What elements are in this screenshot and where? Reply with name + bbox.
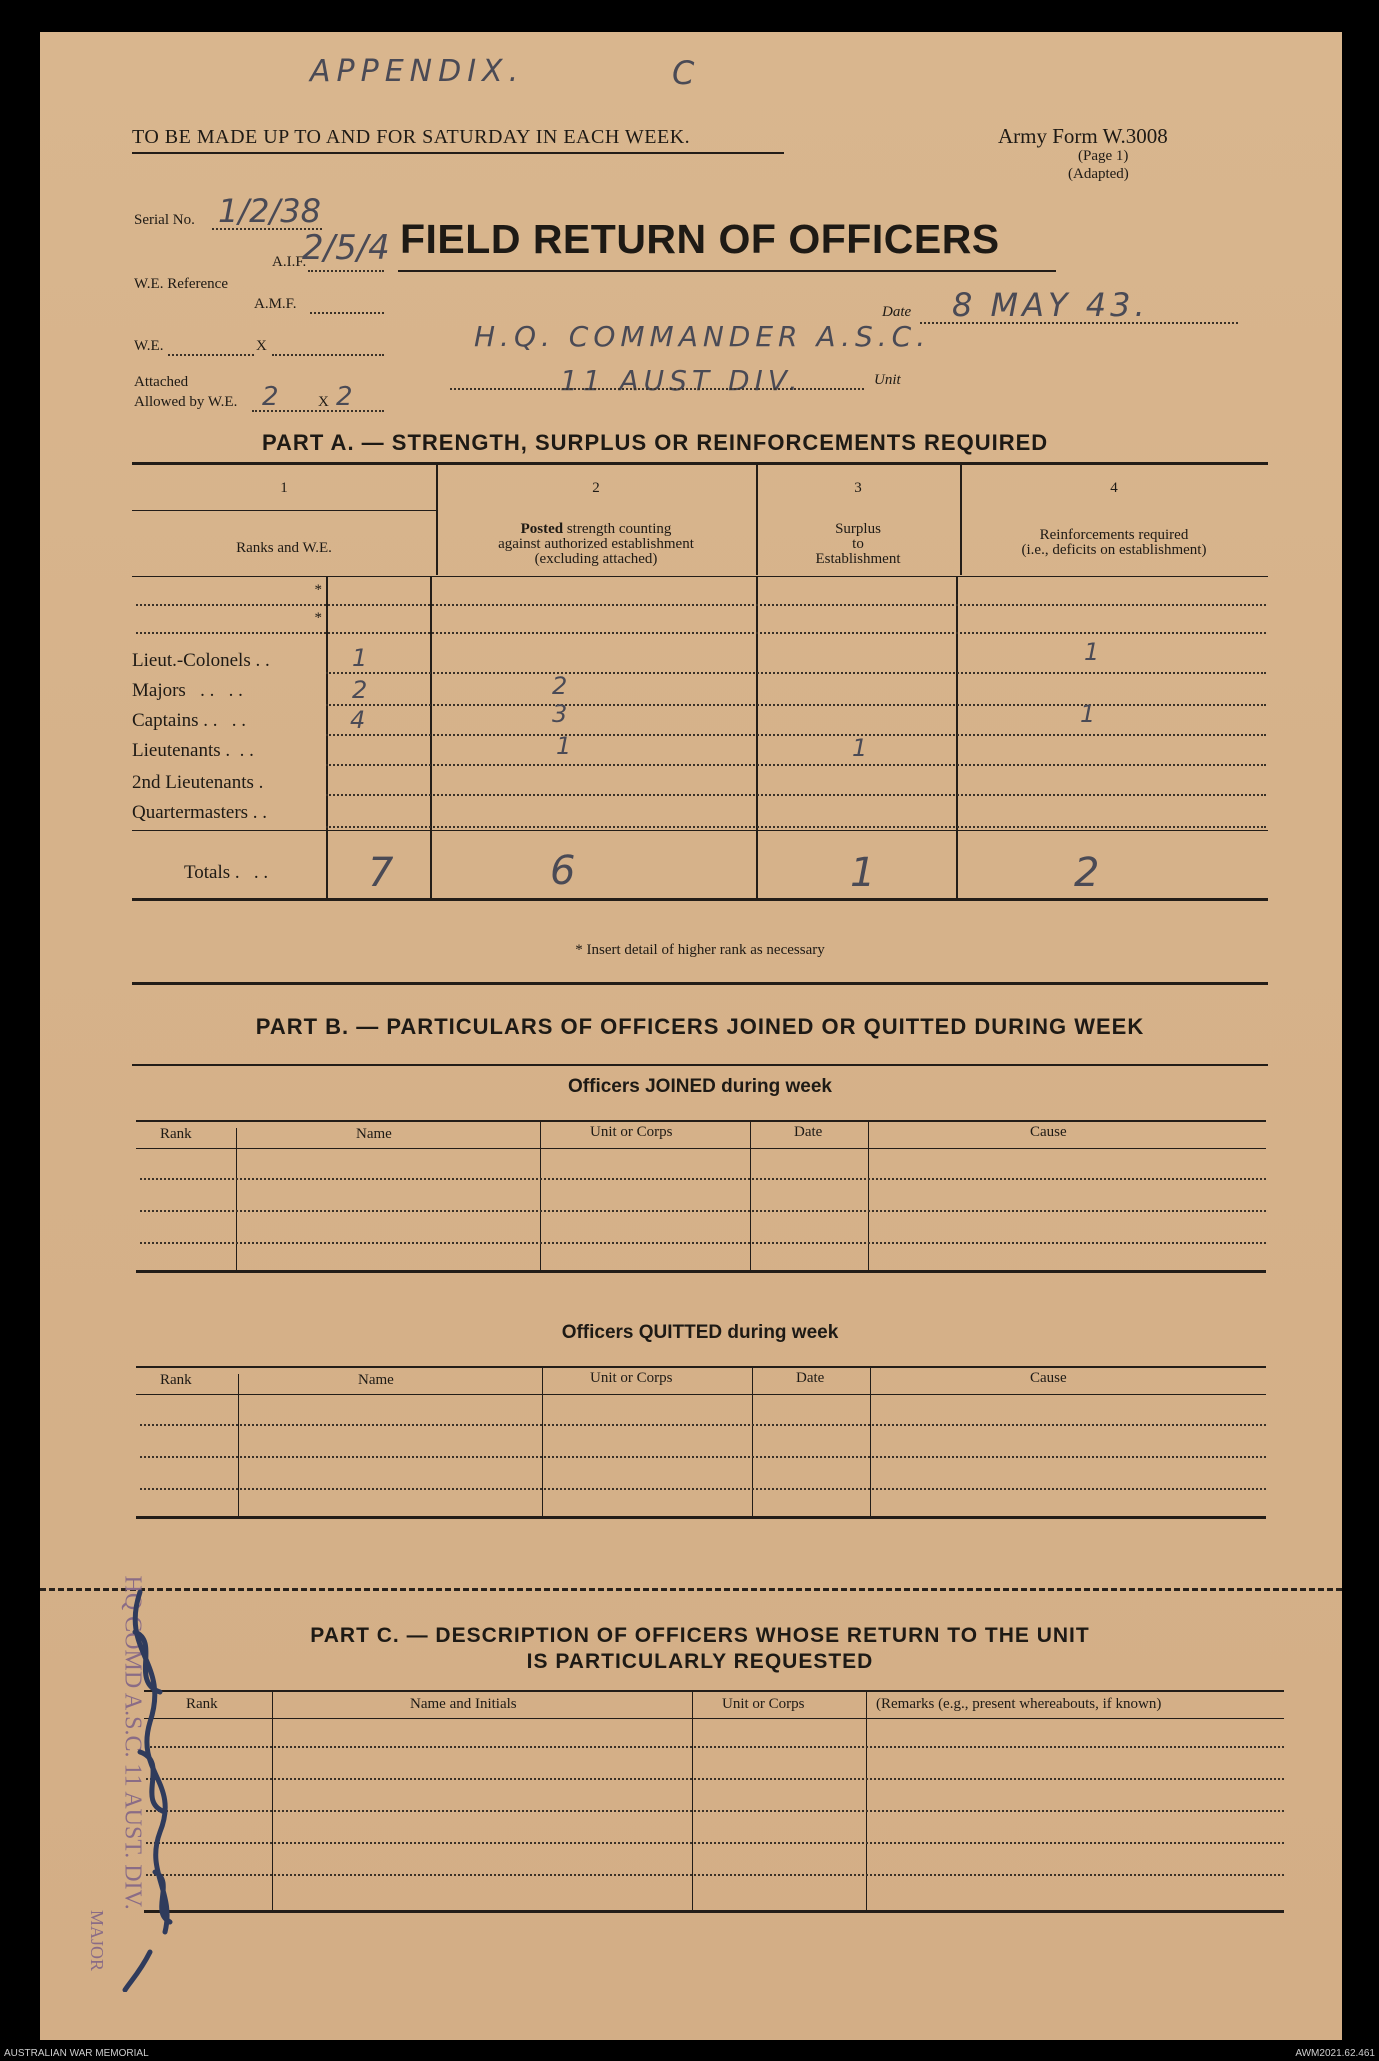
quitted-divider-1 [238, 1374, 239, 1518]
part-c-divider-2 [692, 1692, 693, 1912]
part-a-body-divider-1 [326, 577, 328, 899]
joined-title: Officers JOINED during week [568, 1076, 832, 1097]
form-id: Army Form W.3008 [998, 124, 1168, 148]
part-b-title: PART B. — PARTICULARS OF OFFICERS JOINED OR QUITTED DURING WEEK [255, 1014, 1145, 1039]
part-a-row-line [326, 794, 1266, 796]
form-adapted: (Adapted) [1068, 166, 1129, 182]
handwritten-appendix: APPENDIX. [310, 54, 525, 89]
part-c-row-line [146, 1810, 1284, 1812]
joined-col-name: Name [356, 1126, 392, 1142]
form-sheet [40, 32, 1342, 2040]
part-a-row-posted: 2 [552, 672, 568, 700]
part-c-row-line [146, 1842, 1284, 1844]
joined-bottom-rule [136, 1270, 1266, 1273]
unit-line1: H.Q. COMMANDER A.S.C. [474, 320, 931, 353]
part-a-row-we: 2 [352, 676, 368, 704]
quitted-title: Officers QUITTED during week [561, 1322, 839, 1343]
col4-header-line2: (i.e., deficits on establishment) [1021, 542, 1207, 558]
part-c-title-line1: PART C. — DESCRIPTION OF OFFICERS WHOSE RETURN TO THE UNIT [310, 1624, 1090, 1647]
part-a-row-rank: Lieut.-Colonels . . [132, 650, 270, 671]
totals-label: Totals . . . [184, 862, 269, 883]
joined-col-date: Date [794, 1124, 823, 1140]
signature-scribble [80, 1572, 200, 1992]
date-value: 8 MAY 43. [952, 286, 1149, 324]
col4-header [960, 528, 1268, 558]
part-a-row-reinf: 1 [1080, 700, 1096, 728]
part-c-title-line2: IS PARTICULARLY REQUESTED [526, 1650, 874, 1673]
handwritten-letter: C [672, 54, 701, 92]
we-reference-label: W.E. Reference [134, 276, 228, 292]
col2-number: 2 [592, 480, 600, 496]
part-a-row-rank: 2nd Lieutenants . [132, 772, 264, 793]
col2-header-rest: strength counting [563, 521, 672, 537]
x-label: X [256, 338, 267, 354]
quitted-header-rule [136, 1394, 1266, 1395]
perforation-line [40, 1588, 1342, 1591]
aif-line [308, 270, 384, 272]
amf-label: A.M.F. [254, 296, 297, 312]
part-a-totals-rule [132, 830, 1268, 831]
part-c-col-remarks: (Remarks (e.g., present whereabouts, if known) [876, 1696, 1162, 1712]
part-c-col-rank: Rank [186, 1696, 218, 1712]
quitted-col-unit: Unit or Corps [590, 1370, 673, 1386]
part-a-row-posted: 1 [556, 732, 572, 760]
part-a-row-line [326, 734, 1266, 736]
allowed-x: X [318, 394, 329, 410]
part-a-title: PART A. — STRENGTH, SURPLUS OR REINFORCEMENTS REQUIRED [262, 430, 1049, 455]
archive-footer-right: AWM2021.62.461 [1295, 2048, 1375, 2059]
col2-header-line2: against authorized establishment [498, 536, 694, 552]
joined-top-rule [136, 1120, 1266, 1122]
serial-label: Serial No. [134, 212, 195, 228]
part-a-bottom-rule [132, 898, 1268, 901]
part-a-row-line [326, 826, 1266, 828]
joined-divider-4 [868, 1122, 869, 1272]
quitted-bottom-rule [136, 1516, 1266, 1519]
total-reinf: 2 [1074, 850, 1100, 896]
part-c-row-line [146, 1746, 1284, 1748]
quitted-divider-3 [752, 1368, 753, 1518]
part-a-row-posted: 3 [552, 700, 568, 728]
date-label: Date [882, 304, 912, 320]
part-c-divider-3 [866, 1692, 867, 1912]
part-a-row-rank: Captains . . . . [132, 710, 246, 731]
quitted-col-cause: Cause [1030, 1370, 1067, 1386]
aif-value: 2/5/4 [302, 228, 390, 268]
unit-line [450, 388, 864, 390]
joined-row-line [140, 1242, 1266, 1244]
quitted-row-line [140, 1488, 1266, 1490]
joined-col-rank: Rank [160, 1126, 192, 1142]
part-a-body-divider-3 [756, 577, 758, 899]
unit-line2: 11 AUST DIV. [560, 364, 803, 397]
part-c-header-rule [144, 1718, 1284, 1719]
quitted-row-line [140, 1456, 1266, 1458]
quitted-row-line [140, 1424, 1266, 1426]
quitted-top-rule [136, 1366, 1266, 1368]
col2-header [436, 522, 756, 567]
part-a-row-line [136, 604, 1266, 606]
x-line [272, 354, 384, 356]
part-c-top-rule [144, 1690, 1284, 1692]
part-a-top-rule [132, 462, 1268, 465]
part-a-row-rank: Majors . . . . [132, 680, 243, 701]
col1-header: Ranks and W.E. [236, 540, 332, 556]
col4-number: 4 [1110, 480, 1118, 496]
total-posted: 6 [550, 848, 576, 894]
quitted-col-rank: Rank [160, 1372, 192, 1388]
part-a-row-line [326, 672, 1266, 674]
col1-number-rule [132, 510, 436, 511]
part-c-col-unit: Unit or Corps [722, 1696, 805, 1712]
part-c-row-line [146, 1778, 1284, 1780]
part-a-row-we: 1 [352, 644, 368, 672]
col3-header-line3: Establishment [815, 551, 901, 567]
quitted-col-date: Date [796, 1370, 825, 1386]
col1-number: 1 [280, 480, 288, 496]
part-a-footnote-rule [132, 982, 1268, 985]
quitted-col-name: Name [358, 1372, 394, 1388]
part-a-body-divider-4 [956, 577, 958, 899]
joined-row-line [140, 1210, 1266, 1212]
col3-header-line2: to [852, 536, 864, 552]
unit-stamp: HQ COMD A.S.C. 11 AUST. DIV. [119, 1575, 146, 1910]
quitted-divider-4 [870, 1368, 871, 1518]
allowed-value-b: 2 [336, 382, 353, 412]
col2-header-bold: Posted [520, 521, 564, 537]
total-surplus: 1 [850, 850, 876, 896]
joined-divider-1 [236, 1128, 237, 1272]
col3-number: 3 [854, 480, 862, 496]
form-title: FIELD RETURN OF OFFICERS [400, 216, 1000, 262]
quitted-divider-2 [542, 1368, 543, 1518]
joined-divider-2 [540, 1122, 541, 1272]
unit-stamp-major: MAJOR [87, 1909, 108, 1972]
attached-label: Attached [134, 374, 189, 390]
archive-footer-left: AUSTRALIAN WAR MEMORIAL [4, 2048, 149, 2059]
part-c-divider-1 [272, 1692, 273, 1912]
joined-divider-3 [750, 1122, 751, 1272]
part-a-row-line [136, 632, 1266, 634]
archive-footer [0, 2048, 1379, 2061]
we-label: W.E. [134, 338, 164, 354]
unit-label: Unit [874, 372, 901, 388]
part-a-row-rank: Lieutenants . . . [132, 740, 254, 761]
allowed-label: Allowed by W.E. [134, 394, 238, 410]
form-page: (Page 1) [1078, 148, 1129, 164]
joined-col-cause: Cause [1030, 1124, 1067, 1140]
col2-header-line3: (excluding attached) [534, 551, 658, 567]
col3-header-line1: Surplus [835, 521, 881, 537]
part-a-row-line [326, 764, 1266, 766]
instruction-underline [132, 152, 784, 154]
amf-line [310, 312, 384, 314]
part-a-row-rank: * [314, 582, 322, 598]
total-we: 7 [368, 850, 394, 896]
part-a-row-surplus: 1 [852, 734, 868, 762]
serial-value: 1/2/38 [218, 192, 321, 230]
part-a-header-bottom-rule [132, 576, 1268, 577]
part-c-row-line [146, 1874, 1284, 1876]
part-c-bottom-rule [144, 1910, 1284, 1913]
aif-label: A.I.F. [272, 254, 307, 270]
title-underline [398, 270, 1056, 272]
part-a-row-rank: Quartermasters . . [132, 802, 268, 823]
allowed-value-a: 2 [262, 382, 279, 412]
instruction-text: TO BE MADE UP TO AND FOR SATURDAY IN EACH WEEK. [132, 126, 691, 148]
col4-header-line1: Reinforcements required [1039, 527, 1189, 543]
col3-header [756, 522, 960, 567]
part-a-footnote: * Insert detail of higher rank as necessary [575, 942, 825, 958]
part-c-col-name: Name and Initials [410, 1696, 517, 1712]
part-b-title-rule [132, 1064, 1268, 1066]
we-line [168, 354, 254, 356]
part-a-row-line [326, 704, 1266, 706]
part-a-row-reinf: 1 [1084, 638, 1100, 666]
part-a-row-we: 4 [350, 706, 366, 734]
joined-header-rule [136, 1148, 1266, 1149]
joined-col-unit: Unit or Corps [590, 1124, 673, 1140]
part-a-body-divider-2 [430, 577, 432, 899]
part-a-row-rank: * [314, 610, 322, 626]
joined-row-line [140, 1178, 1266, 1180]
